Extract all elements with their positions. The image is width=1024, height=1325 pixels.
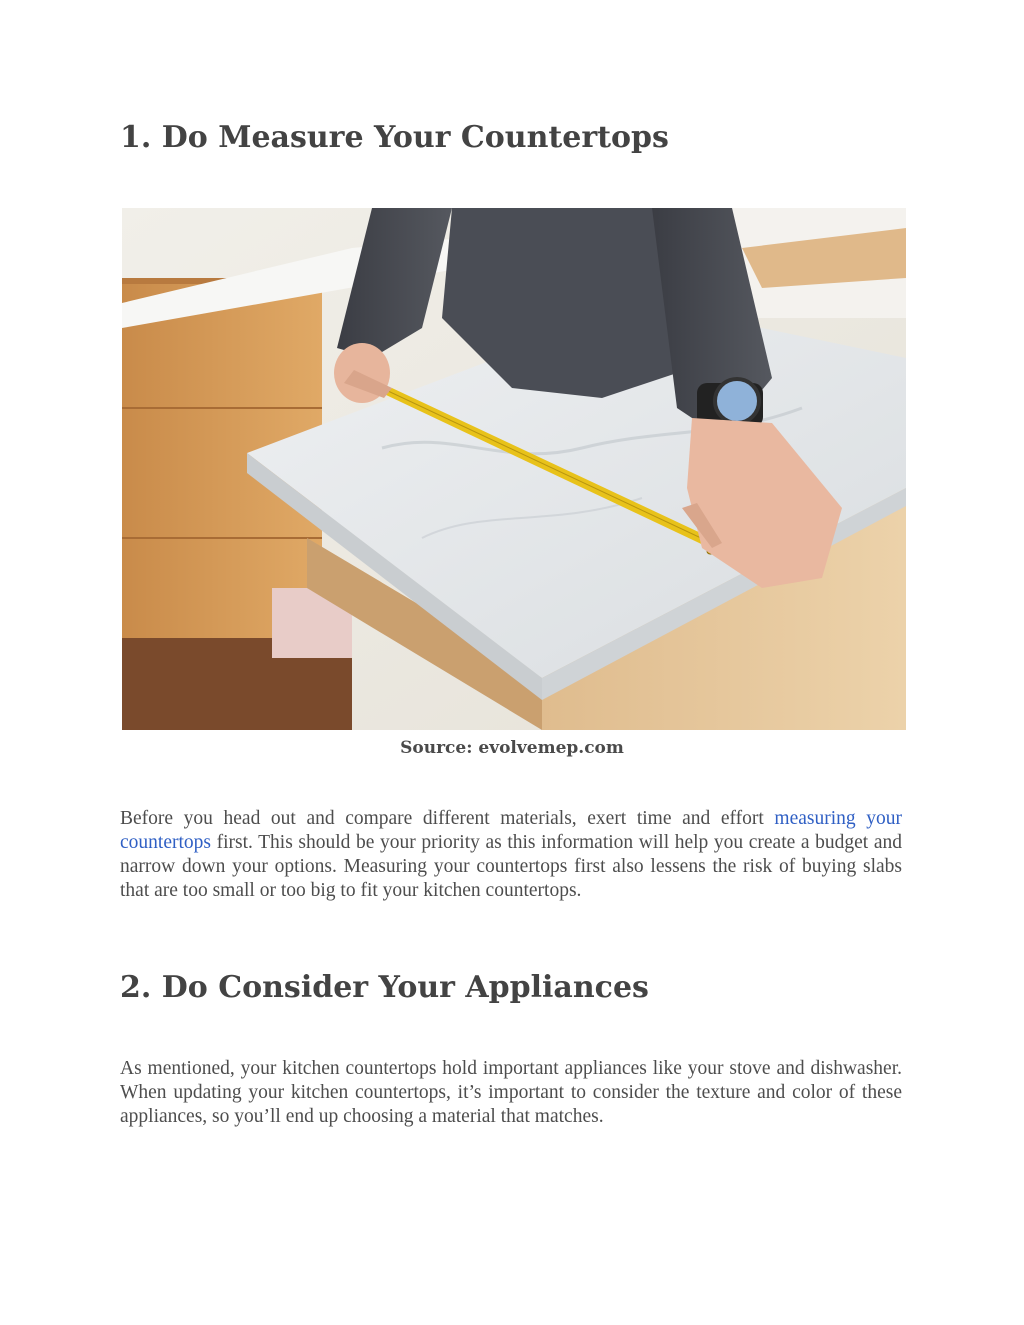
paragraph-text-start: Before you head out and compare different materials, exert time and effort [120, 808, 775, 829]
section-1-paragraph [120, 807, 902, 903]
countertop-measuring-photo [122, 208, 906, 730]
section-1-heading: 1. Do Measure Your Countertops [120, 120, 669, 155]
measuring-countertops-link[interactable]: measuring your countertops [120, 808, 902, 853]
image-caption: Source: evolvemep.com [400, 738, 624, 758]
paragraph-text-end: first. This should be your priority as this information will help you create a budget and narrow down your options. Measuring your countertops first also lessens the risk of buying slabs that are too small or too big to fit your kitchen countertops. [120, 832, 902, 901]
section-2-paragraph: As mentioned, your kitchen countertops hold important appliances like your stove and dishwasher. When updating your kitchen countertops, it’s important to consider the texture and color of these appliances, so you’ll end up choosing a material that matches. [120, 1058, 902, 1127]
section-2-heading: 2. Do Consider Your Appliances [120, 970, 649, 1005]
